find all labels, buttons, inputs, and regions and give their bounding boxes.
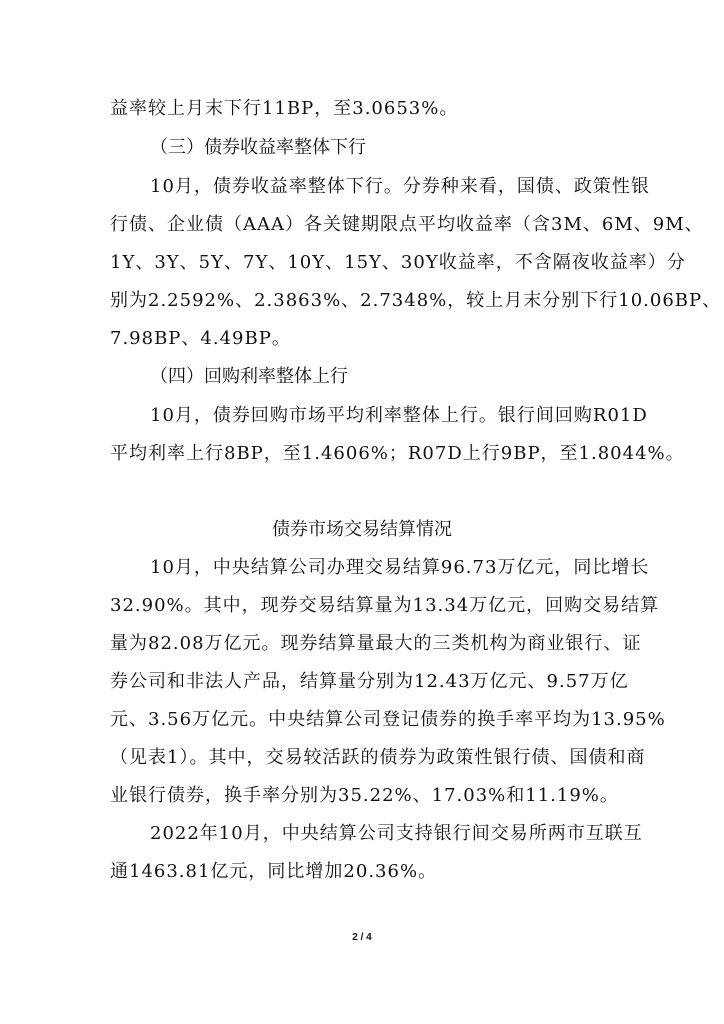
paragraph-line: 通1463.81亿元，同比增加20.36%。 (110, 861, 438, 882)
paragraph-line: 行债、企业债（AAA）各关键期限点平均收益率（含3M、6M、9M、 (110, 214, 704, 235)
paragraph-line: 1Y、3Y、5Y、7Y、10Y、15Y、30Y收益率，不含隔夜收益率）分 (110, 252, 686, 273)
paragraph-line: 元、3.56万亿元。中央结算公司登记债券的换手率平均为13.95% (110, 709, 666, 730)
paragraph-line: 10月，债券收益率整体下行。分券种来看，国债、政策性银 (150, 176, 650, 197)
section-title: 债券市场交易结算情况 (272, 519, 452, 540)
paragraph-line: （见表1）。其中，交易较活跃的债券为政策性银行债、国债和商 (110, 747, 646, 768)
page-number: 2 / 4 (352, 932, 372, 943)
paragraph-line: 业银行债券，换手率分别为35.22%、17.03%和11.19%。 (110, 785, 619, 806)
paragraph-line: 券公司和非法人产品，结算量分别为12.43万亿元、9.57万亿 (110, 671, 629, 692)
paragraph-line: 10月，中央结算公司办理交易结算96.73万亿元，同比增长 (150, 557, 650, 578)
subheading-repo: （四）回购利率整体上行 (150, 366, 348, 387)
paragraph-line: 量为82.08万亿元。现券结算量最大的三类机构为商业银行、证 (110, 633, 642, 654)
paragraph-line: 32.90%。其中，现券交易结算量为13.34万亿元，回购交易结算 (110, 595, 660, 616)
subheading-yield: （三）债券收益率整体下行 (150, 137, 366, 158)
paragraph-line: 7.98BP、4.49BP。 (110, 328, 291, 349)
paragraph-line: 别为2.2592%、2.3863%、2.7348%，较上月末分别下行10.06BP、 (110, 290, 722, 311)
paragraph-line: 2022年10月，中央结算公司支持银行间交易所两市互联互 (150, 823, 643, 844)
paragraph-line: 平均利率上行8BP，至1.4606%；R07D上行9BP，至1.8044%。 (110, 443, 685, 464)
paragraph-line: 10月，债券回购市场平均利率整体上行。银行间回购R01D (150, 405, 648, 426)
paragraph-line: 益率较上月末下行11BP，至3.0653%。 (110, 98, 459, 119)
